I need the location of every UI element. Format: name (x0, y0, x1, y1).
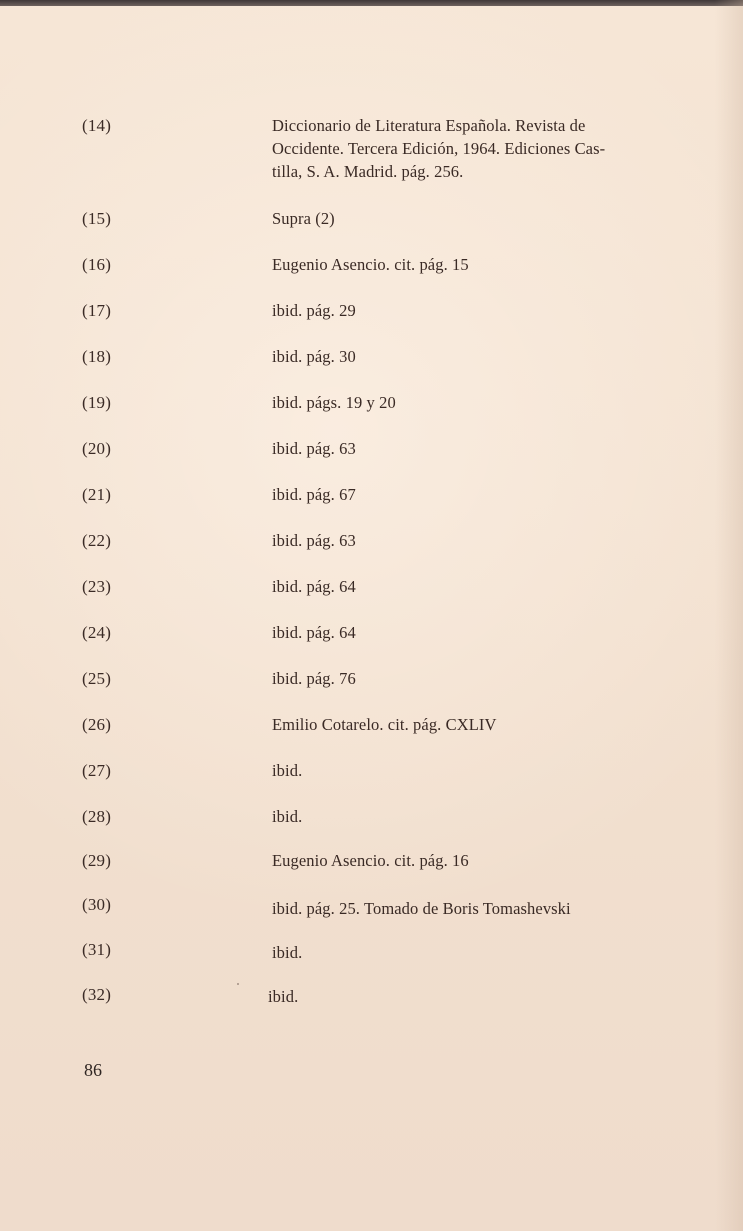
footnote-number: (15) (82, 209, 112, 228)
footnote-text: ibid. pág. 64 (272, 577, 356, 596)
footnote-text: ibid. págs. 19 y 20 (272, 393, 396, 412)
footnote-number: (14) (82, 116, 112, 135)
footnote-number: (22) (82, 531, 112, 550)
footnote-number: (20) (82, 439, 112, 458)
page-number: 86 (84, 1060, 102, 1080)
footnote-number: (32) (82, 985, 112, 1004)
footnote-number: (21) (82, 485, 112, 504)
footnote-number: (26) (82, 715, 112, 734)
print-speck (237, 983, 239, 985)
footnote-text: ibid. pág. 67 (272, 485, 356, 504)
footnote-number: (17) (82, 301, 112, 320)
footnote-text: Diccionario de Literatura Española. Revista de Occidente. Tercera Edición, 1964. Ediciones Cas- tilla, S. A. Madrid. pág. 256. (272, 116, 606, 181)
footnote-number: (23) (82, 577, 112, 596)
footnote-text: Supra (2) (272, 209, 335, 228)
footnote-number: (29) (82, 851, 112, 870)
footnote-number: (24) (82, 623, 112, 642)
footnote-text: ibid. pág. 29 (272, 301, 356, 320)
footnote-text: ibid. pág. 64 (272, 623, 356, 642)
footnote-text: Emilio Cotarelo. cit. pág. CXLIV (272, 715, 497, 734)
footnote-text: Eugenio Asencio. cit. pág. 16 (272, 851, 469, 870)
footnote-text: ibid. pág. 25. Tomado de Boris Tomashevski (272, 899, 571, 918)
footnote-number: (27) (82, 761, 112, 780)
footnote-text: ibid. (268, 987, 299, 1006)
footnote-number: (25) (82, 669, 112, 688)
footnote-text: ibid. (272, 761, 303, 780)
footnote-number: (16) (82, 255, 112, 274)
footnote-text: ibid. (272, 943, 303, 962)
footnote-number: (31) (82, 940, 112, 959)
top-edge-rule (0, 0, 743, 6)
footnote-number: (18) (82, 347, 112, 366)
footnote-text: Eugenio Asencio. cit. pág. 15 (272, 255, 469, 274)
footnote-number: (28) (82, 807, 112, 826)
footnote-number: (30) (82, 895, 112, 914)
footnote-text: ibid. pág. 76 (272, 669, 356, 688)
footnote-text: ibid. pág. 63 (272, 531, 356, 550)
footnote-text: ibid. (272, 807, 303, 826)
footnote-text: ibid. pág. 30 (272, 347, 356, 366)
footnote-text: ibid. pág. 63 (272, 439, 356, 458)
footnote-number: (19) (82, 393, 112, 412)
